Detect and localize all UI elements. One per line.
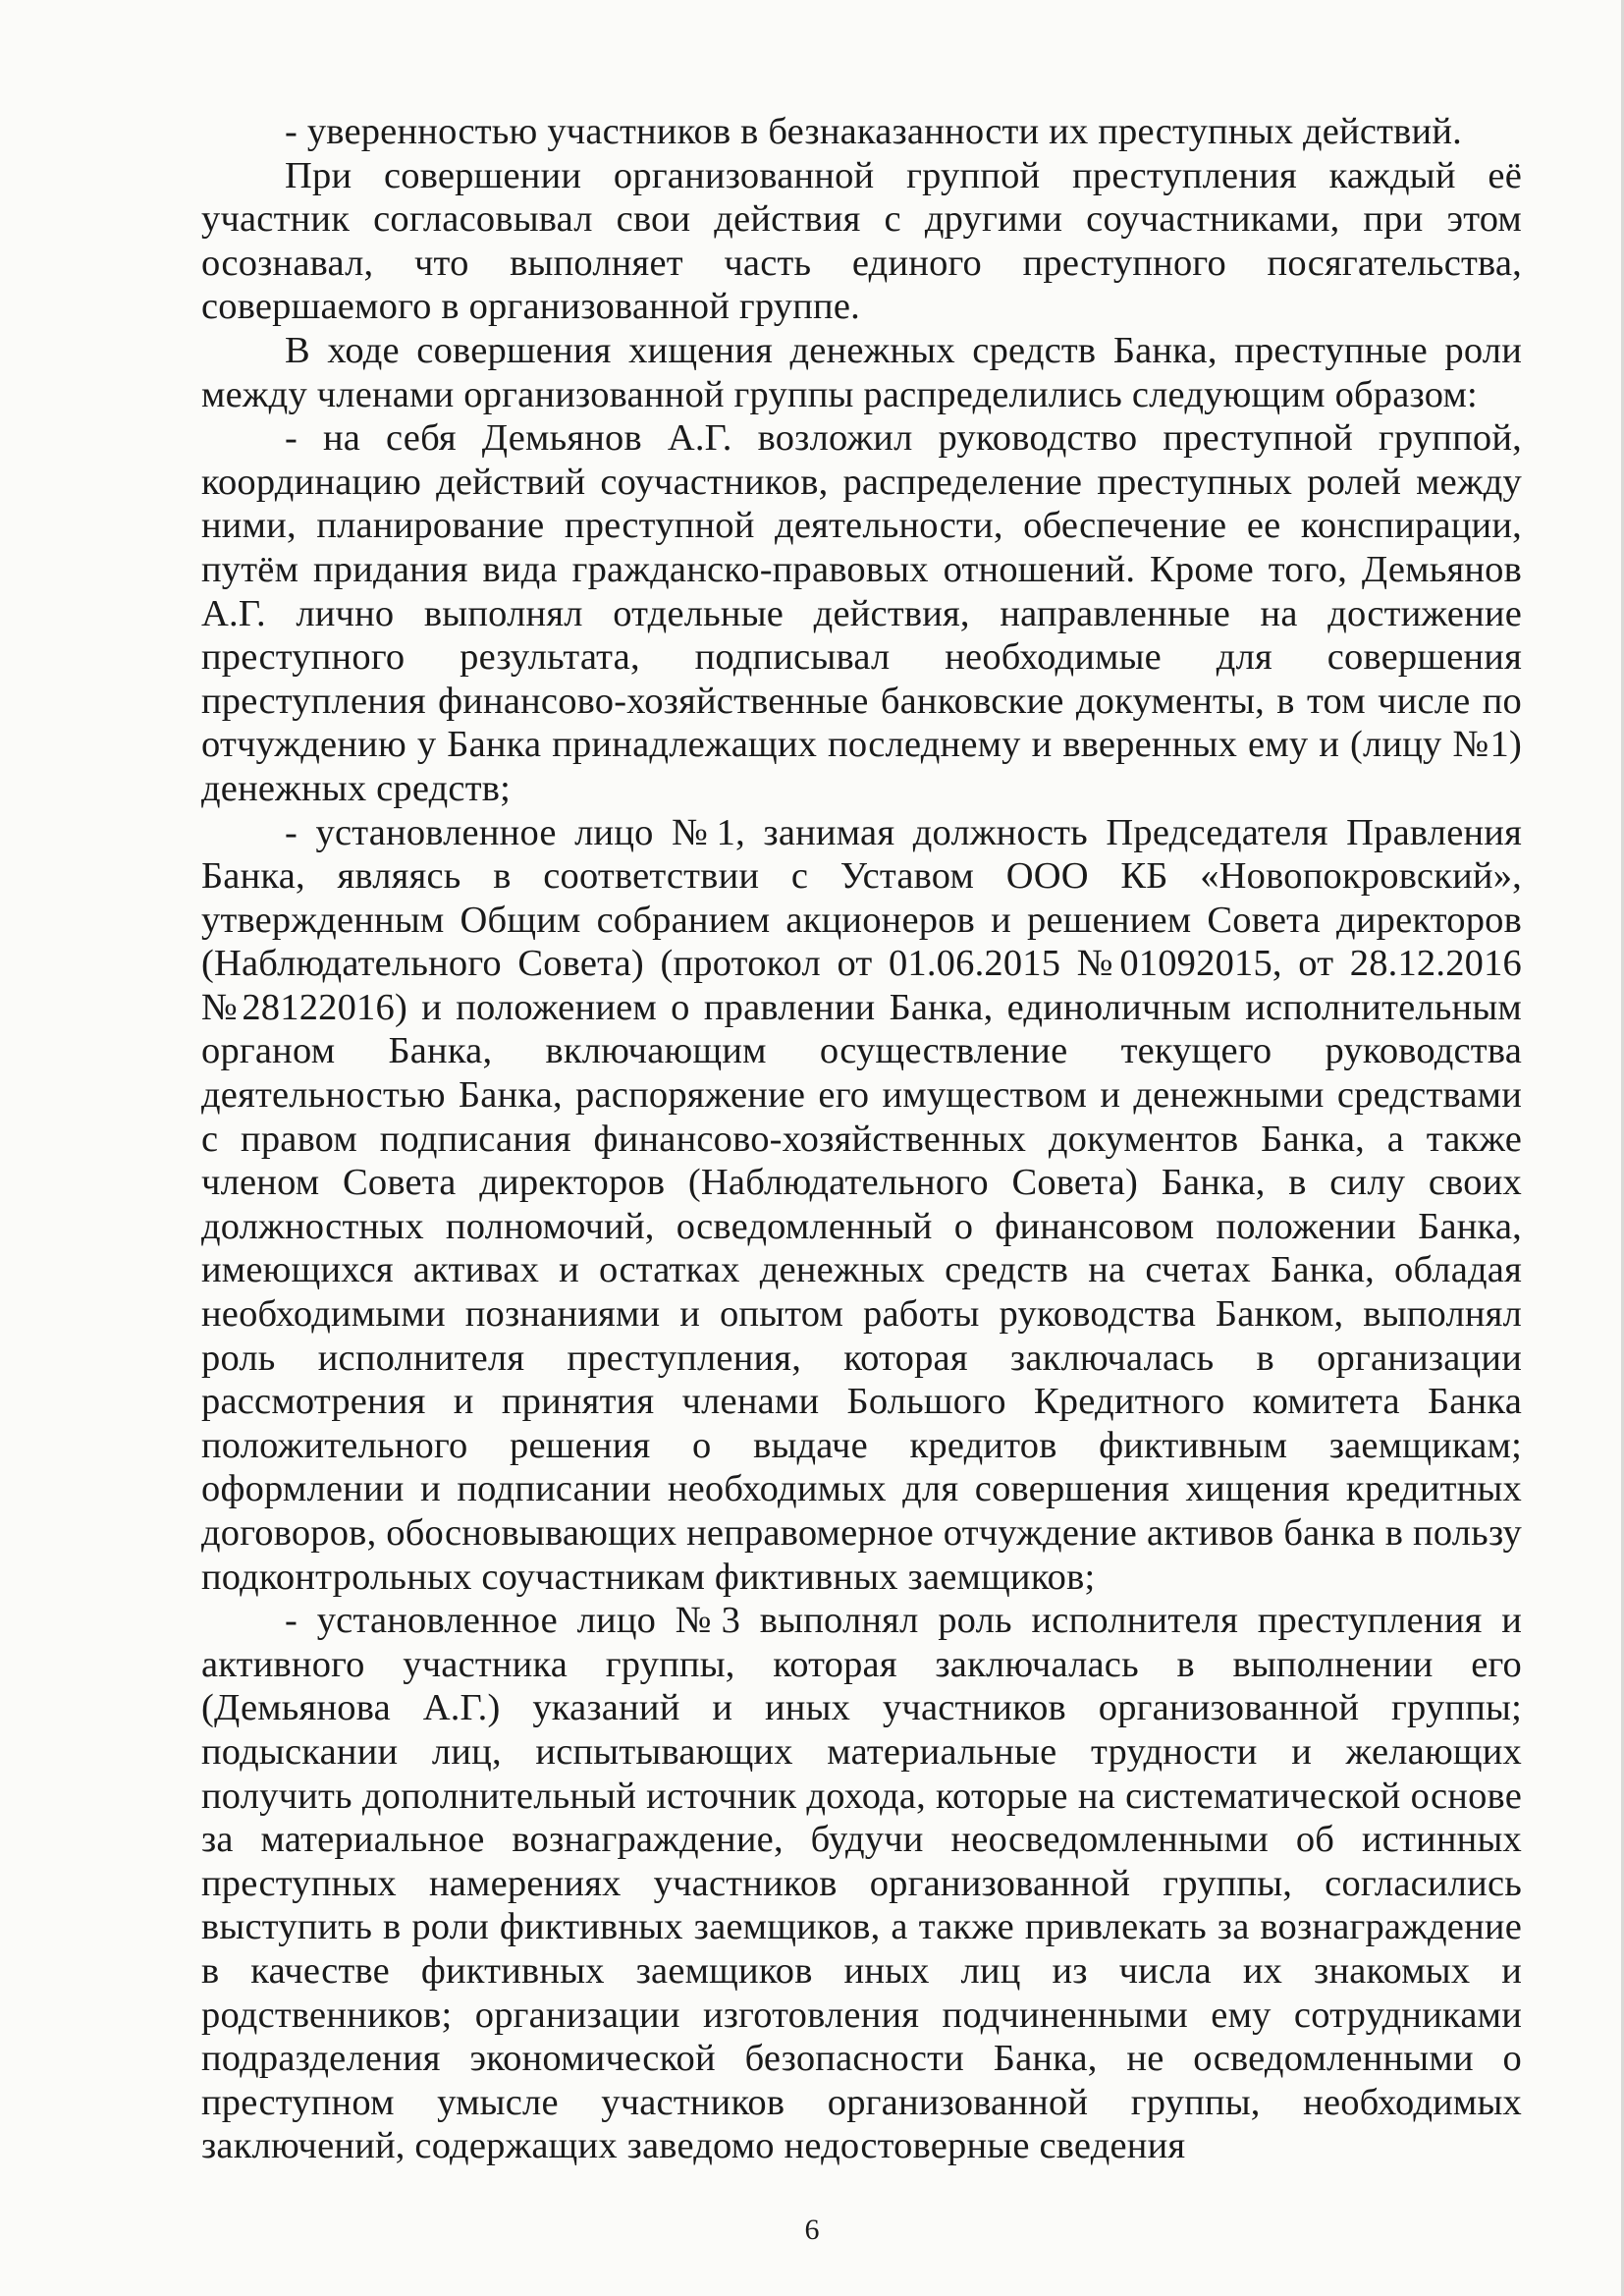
paragraph-roles-intro: В ходе совершения хищения денежных средств Банка, преступные роли между членами организованной группы распределились следующим образом: (201, 329, 1522, 415)
paragraph-person-3-role: - установленное лицо №3 выполнял роль исполнителя преступления и активного участника группы, которая заключалась в выполнении его (Демьянова А.Г.) указаний и иных участников организованной группы; подыскании лиц, испытывающих материальные трудности и желающих получить дополнительный источник дохода, которые на систематической основе за материальное вознаграждение, будучи неосведомленными об истинных преступных намерениях участников организованной группы, согласились выступить в роли фиктивных заемщиков, а также привлекать за вознаграждение в качестве фиктивных заемщиков иных лиц из числа их знакомых и родственников; организации изготовления подчиненными ему сотрудниками подразделения экономической безопасности Банка, не осведомленными о преступном умысле участников организованной группы, необходимых заключений, содержащих заведомо недостоверные сведения (201, 1600, 1522, 2167)
paragraph-person-1-role: - установленное лицо №1, занимая должность Председателя Правления Банка, являясь в соответствии с Уставом ООО КБ «Новопокровский», утвержденным Общим собранием акционеров и решением Совета директоров (Наблюдательного Совета) (протокол от 01.06.2015 №01092015, от 28.12.2016 №28122016) и положением о правлении Банка, единоличным исполнительным органом Банка, включающим осуществление текущего руководства деятельностью Банка, распоряжение его имуществом и денежными средствами с правом подписания финансово-хозяйственных документов Банка, а также членом Совета директоров (Наблюдательного Совета) Банка, в силу своих должностных полномочий, осведомленный о финансовом положении Банка, имеющихся активах и остатках денежных средств на счетах Банка, обладая необходимыми познаниями и опытом работы руководства Банком, выполнял роль исполнителя преступления, которая заключалась в организации рассмотрения и принятия членами Большого Кредитного комитета Банка положительного решения о выдаче кредитов фиктивным заемщикам; оформлении и подписании необходимых для совершения хищения кредитных договоров, обосновывающих неправомерное отчуждение активов банка в пользу подконтрольных соучастникам фиктивных заемщиков; (201, 811, 1522, 1598)
paragraph-impunity: - уверенностью участников в безнаказанности их преступных действий. (285, 111, 1462, 152)
page-number: 6 (804, 2214, 820, 2246)
paragraph-coordination: При совершении организованной группой преступления каждый её участник согласовывал свои действия с другими соучастниками, при этом осознавал, что выполняет часть единого преступного посягательства, совершаемого в организованной группе. (201, 154, 1522, 328)
paragraph-demyanov-role: - на себя Демьянов А.Г. возложил руководство преступной группой, координацию действий соучастников, распределение преступных ролей между ними, планирование преступной деятельности, обеспечение ее конспирации, путём придания вида гражданско-правовых отношений. Кроме того, Демьянов А.Г. лично выполнял отдельные действия, направленные на достижение преступного результата, подписывал необходимые для совершения преступления финансово-хозяйственные банковские документы, в том числе по отчуждению у Банка принадлежащих последнему и вверенных ему и (лицу №1) денежных средств; (201, 417, 1522, 809)
document-body (201, 110, 1522, 2168)
